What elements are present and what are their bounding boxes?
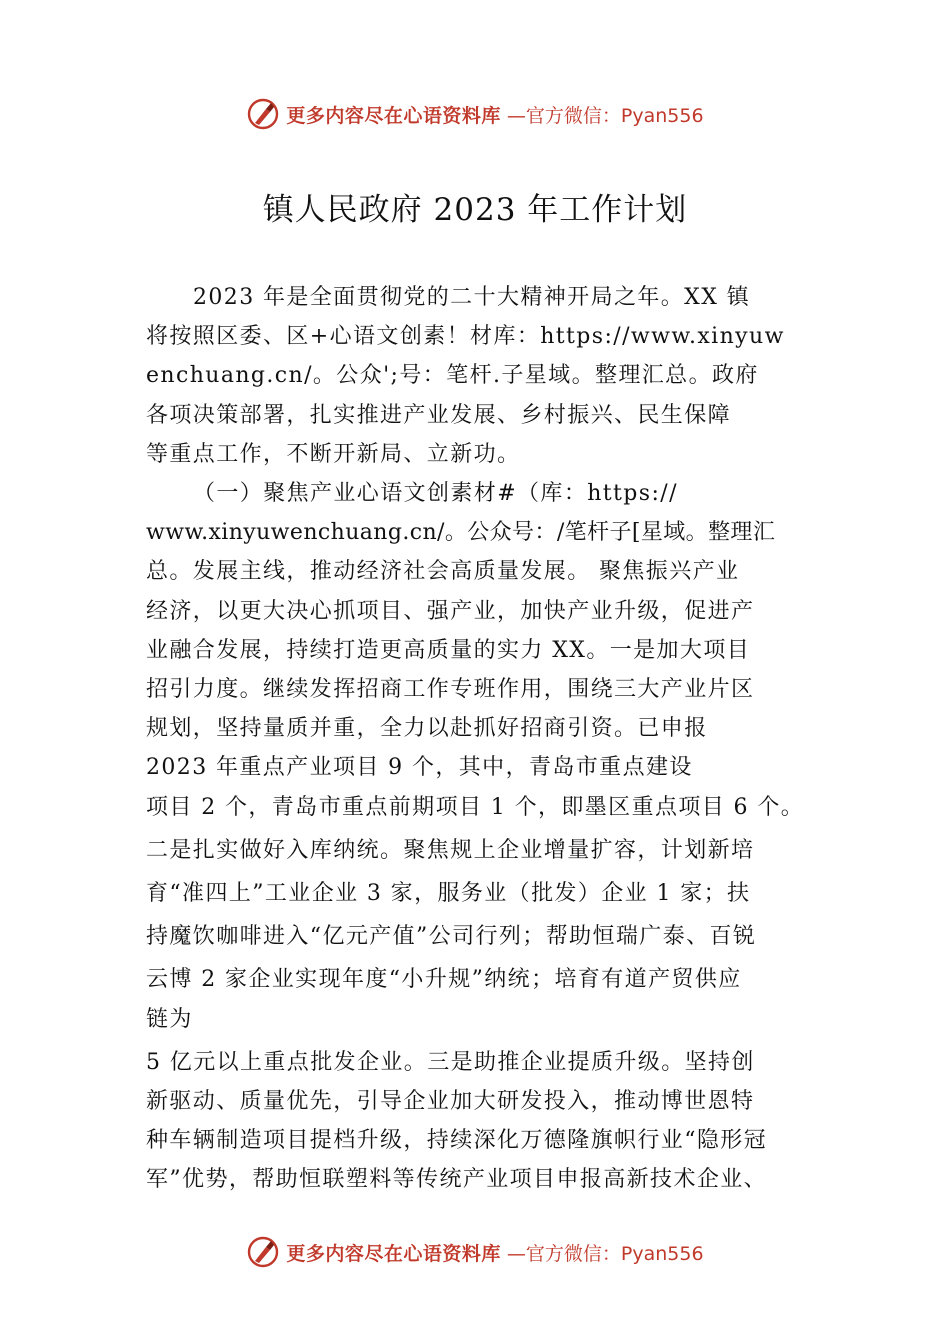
paragraph-line: 各项决策部署，扎实推进产业发展、乡村振兴、民生保障	[146, 402, 732, 428]
paragraph-line: 等重点工作，不断开新局、立新功。	[146, 441, 521, 467]
paragraph-line: www.xinyuwenchuang.cn/。公众号：/笔杆子[星域。整理汇	[146, 520, 776, 546]
watermark-main-text: 更多内容尽在心语资料库	[286, 104, 501, 127]
paragraph-line: 种车辆制造项目提档升级，持续深化万德隆旗帜行业“隐形冠	[146, 1128, 768, 1154]
pen-nib-circle-icon	[246, 1235, 280, 1269]
pen-nib-circle-icon	[246, 97, 280, 131]
paragraph-line: 业融合发展，持续打造更高质量的实力 XX。一是加大项目	[146, 637, 751, 663]
paragraph-line: 5 亿元以上重点批发企业。三是助推企业提质升级。坚持创	[146, 1049, 755, 1075]
paragraph-line: enchuang.cn/。公众';号：笔杆.子星域。整理汇总。政府	[146, 363, 759, 389]
watermark-main-text: 更多内容尽在心语资料库	[286, 1242, 501, 1265]
paragraph-line: 2023 年重点产业项目 9 个，其中，青岛市重点建设	[146, 755, 693, 781]
header-watermark	[0, 94, 950, 134]
paragraph-line: 军”优势，帮助恒联塑料等传统产业项目申报高新技术企业、	[146, 1167, 768, 1193]
paragraph-line: （一）聚焦产业心语文创素材#（库：https://	[193, 481, 678, 507]
paragraph-line: 二是扎实做好入库纳统。聚焦规上企业增量扩容，计划新培	[146, 837, 755, 863]
watermark-contact-text: —官方微信：Pyan556	[506, 104, 704, 127]
document-title: 镇人民政府 2023 年工作计划	[262, 192, 688, 228]
watermark-contact-text: —官方微信：Pyan556	[506, 1242, 704, 1265]
paragraph-line: 规划，坚持量质并重，全力以赴抓好招商引资。已申报	[146, 716, 708, 742]
paragraph-line: 2023 年是全面贯彻党的二十大精神开局之年。XX 镇	[193, 285, 751, 310]
paragraph-line: 总。发展主线，推动经济社会高质量发展。 聚焦振兴产业	[146, 559, 740, 585]
paragraph-line: 持魔饮咖啡进入“亿元产值”公司行列；帮助恒瑞广泰、百锐	[146, 924, 757, 950]
paragraph-line: 育“准四上”工业企业 3 家，服务业（批发）企业 1 家；扶	[146, 881, 751, 907]
paragraph-line: 招引力度。继续发挥招商工作专班作用，围绕三大产业片区	[146, 677, 755, 703]
paragraph-line: 云博 2 家企业实现年度“小升规”纳统；培育有道产贸供应	[146, 967, 742, 993]
paragraph-line: 项目 2 个，青岛市重点前期项目 1 个，即墨区重点项目 6 个。	[146, 794, 805, 820]
paragraph-line: 新驱动、质量优先，引导企业加大研发投入，推动博世恩特	[146, 1089, 755, 1115]
paragraph-line: 将按照区委、区+心语文创素！材库：https://www.xinyuw	[146, 324, 785, 350]
document-body	[146, 278, 816, 1200]
footer-watermark	[0, 1232, 950, 1272]
paragraph-line: 经济，以更大决心抓项目、强产业，加快产业升级，促进产	[146, 598, 755, 624]
paragraph-line: 链为	[146, 1006, 193, 1032]
